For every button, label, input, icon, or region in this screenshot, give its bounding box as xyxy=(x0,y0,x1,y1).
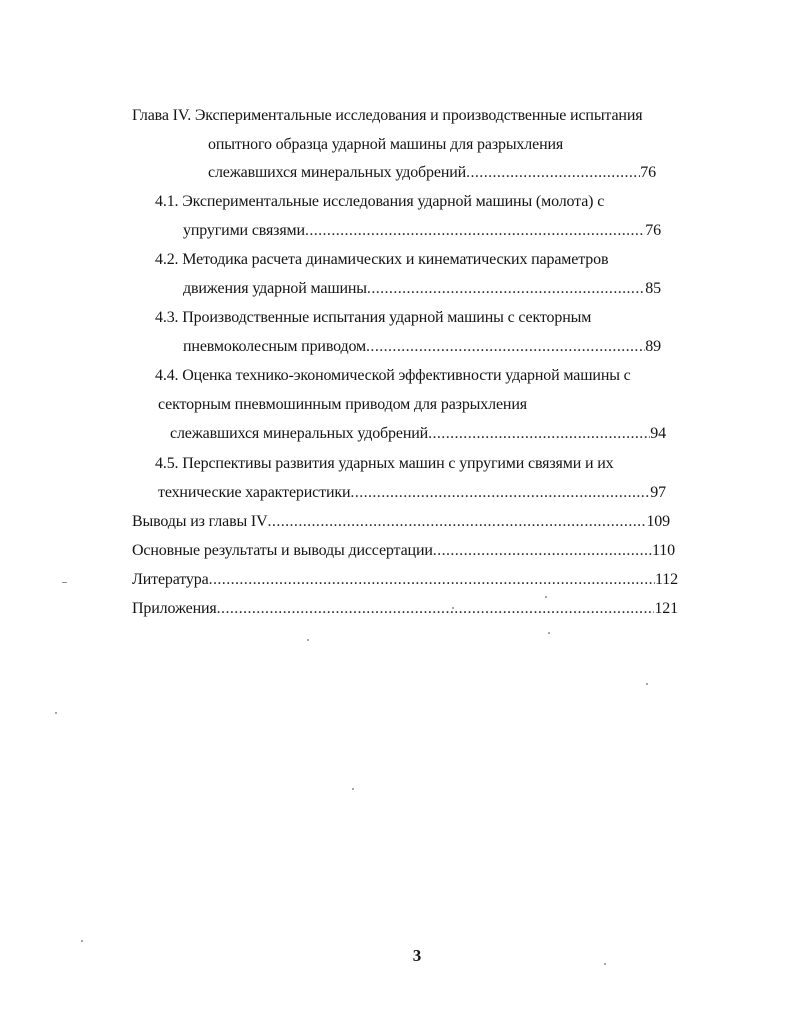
toc-leader-dots xyxy=(428,424,650,444)
toc-s42-line2-row xyxy=(183,279,661,299)
toc-s43-line2-row xyxy=(183,337,661,357)
toc-s44-line1: 4.4. Оценка технико-экономической эффективности ударной машины с xyxy=(155,367,631,384)
scan-speck xyxy=(548,632,550,634)
scan-speck xyxy=(452,607,454,609)
toc-chapter4-line3: слежавшихся минеральных удобрений xyxy=(208,164,467,181)
toc-conclusions4-page: 109 xyxy=(646,513,670,530)
toc-literature-label: Литература xyxy=(132,571,209,588)
scan-speck xyxy=(81,940,83,942)
toc-s44-line3-row xyxy=(170,424,666,444)
toc-s41-line1: 4.1. Экспериментальные исследования ударной машины (молота) с xyxy=(155,193,605,210)
scan-speck xyxy=(307,639,309,641)
toc-s43-line1: 4.3. Производственные испытания ударной машины с секторным xyxy=(155,309,592,326)
toc-appendices-page: 121 xyxy=(654,600,678,617)
toc-s41-line2: упругими связями xyxy=(183,222,305,239)
toc-s45-line2-row xyxy=(158,483,666,503)
toc-s41-page: 76 xyxy=(645,222,661,239)
toc-appendices-row xyxy=(132,599,678,619)
toc-s43-page: 89 xyxy=(645,338,661,355)
toc-s45-line2: технические характеристики xyxy=(158,484,351,501)
toc-s43-line2: пневмоколесным приводом xyxy=(183,338,367,355)
toc-s44-line2: секторным пневмошинным приводом для разрыхления xyxy=(158,396,527,413)
toc-leader-dots xyxy=(350,483,650,503)
toc-leader-dots xyxy=(433,541,652,561)
scan-speck xyxy=(646,683,648,685)
toc-s45-line1: 4.5. Перспективы развития ударных машин с упругими связями и их xyxy=(155,455,614,472)
toc-conclusions4-row xyxy=(132,512,670,532)
toc-literature-page: 112 xyxy=(655,571,678,588)
toc-s45-page: 97 xyxy=(650,484,666,501)
scan-speck xyxy=(545,596,547,598)
toc-leader-dots xyxy=(268,512,647,532)
toc-chapter4-line2: опытного образца ударной машины для разрыхления xyxy=(208,136,564,153)
toc-s44-line3: слежавшихся минеральных удобрений xyxy=(170,425,429,442)
toc-conclusions4-label: Выводы из главы IV xyxy=(132,513,268,530)
toc-leader-dots xyxy=(217,599,655,619)
toc-s42-line2: движения ударной машины xyxy=(183,280,367,297)
toc-chapter4-line3-row xyxy=(208,163,656,183)
toc-s44-page: 94 xyxy=(650,425,666,442)
toc-appendices-label: Приложения xyxy=(132,600,217,617)
scan-speck xyxy=(55,712,57,714)
toc-leader-dots xyxy=(209,570,655,590)
scan-speck xyxy=(604,963,606,965)
scan-speck xyxy=(62,582,67,583)
toc-s42-line1: 4.2. Методика расчета динамических и кинематических параметров xyxy=(155,251,609,268)
toc-chapter4-page: 76 xyxy=(640,164,656,181)
scan-speck xyxy=(352,788,354,790)
toc-s41-line2-row xyxy=(183,221,661,241)
toc-s42-page: 85 xyxy=(645,280,661,297)
page-number: 3 xyxy=(412,946,422,965)
toc-main-results-page: 110 xyxy=(652,542,675,559)
toc-main-results-label: Основные результаты и выводы диссертации xyxy=(132,542,433,559)
toc-chapter4-line1: Глава IV. Экспериментальные исследования и производственные испытания xyxy=(132,107,643,124)
toc-leader-dots xyxy=(466,163,640,183)
toc-literature-row xyxy=(132,570,678,590)
toc-leader-dots xyxy=(367,279,645,299)
toc-leader-dots xyxy=(366,337,645,357)
toc-main-results-row xyxy=(132,541,675,561)
toc-leader-dots xyxy=(305,221,645,241)
